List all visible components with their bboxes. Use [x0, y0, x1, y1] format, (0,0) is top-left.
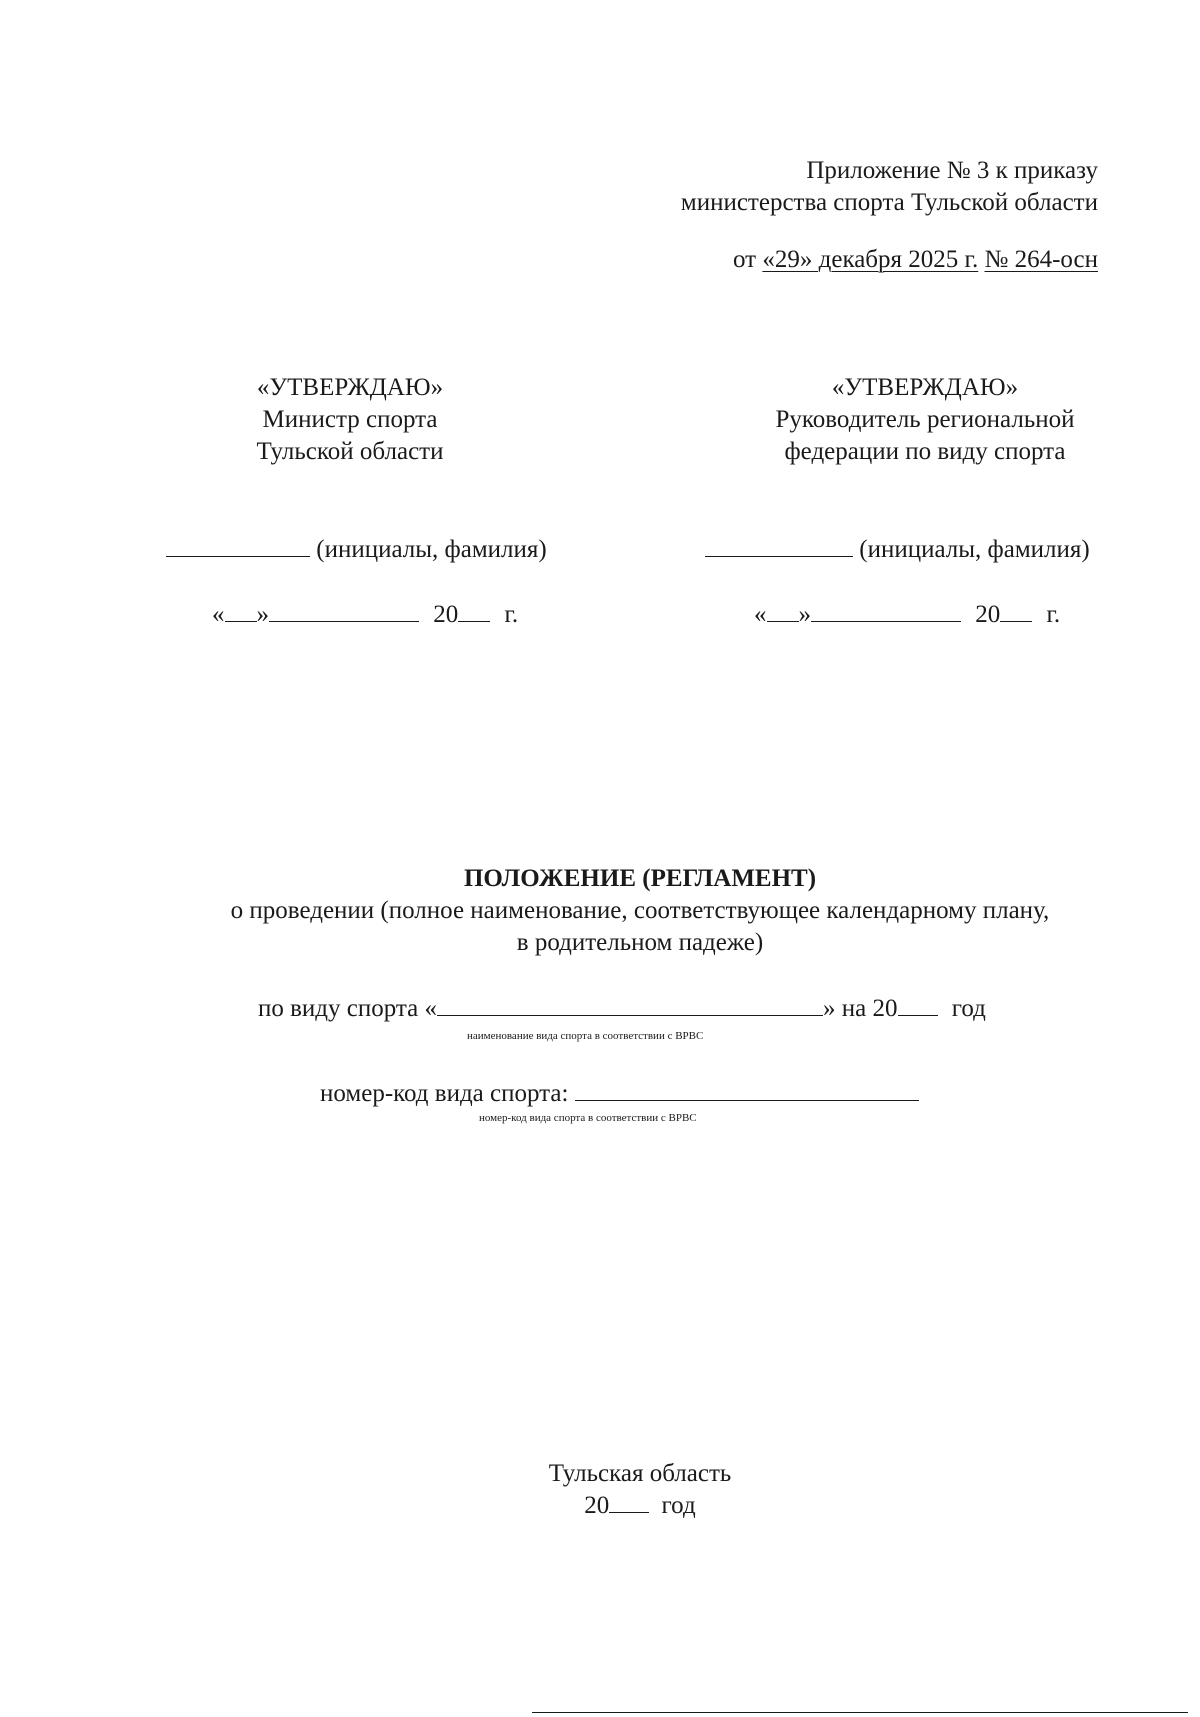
sport-prefix: по виду спорта «	[258, 995, 438, 1022]
date-open-quote-right: «	[754, 601, 767, 628]
year-prefix-left: 20	[433, 601, 459, 628]
sport-name-caption: наименование вида спорта в соответствии с ВРВС	[467, 1030, 704, 1042]
approval-block-right	[725, 372, 1125, 468]
year-blank-right	[1000, 620, 1032, 622]
approval-position-left: Министр спорта	[262, 406, 438, 433]
footer-block	[0, 1458, 1200, 1522]
approval-organization-right: федерации по виду спорта	[784, 438, 1066, 465]
signature-hint-right: (инициалы, фамилия)	[859, 536, 1090, 563]
approval-date-left	[212, 601, 518, 629]
signature-line-left	[166, 536, 547, 564]
signature-blank-left	[166, 555, 310, 557]
date-open-quote-left: «	[212, 601, 225, 628]
month-blank-left	[269, 620, 419, 622]
sport-year-word: год	[951, 995, 986, 1022]
signature-line-right	[705, 536, 1090, 564]
sport-code-caption: номер-код вида спорта в соответствии с ВРВС	[479, 1112, 697, 1124]
order-date: «29» декабря 2025 г.	[762, 246, 979, 273]
year-suffix-left: г.	[504, 601, 519, 628]
approval-organization-left: Тульской области	[256, 438, 444, 465]
sport-name-blank	[437, 1014, 823, 1016]
order-reference	[681, 244, 1098, 276]
signature-blank-right	[705, 555, 853, 557]
sport-line	[258, 995, 986, 1023]
sport-code-blank	[575, 1099, 919, 1101]
sport-code-line	[320, 1080, 919, 1108]
approval-date-right	[754, 601, 1060, 629]
document-title: ПОЛОЖЕНИЕ (РЕГЛАМЕНТ)	[463, 865, 817, 892]
day-blank-left	[225, 620, 257, 622]
order-prefix: от	[733, 246, 757, 273]
document-title-block	[0, 863, 1200, 959]
footer-year	[0, 1490, 1200, 1522]
approval-title-right: «УТВЕРЖДАЮ»	[831, 374, 1019, 401]
appendix-header	[681, 155, 1098, 276]
year-prefix-right: 20	[975, 601, 1001, 628]
sport-suffix: » на 20	[823, 995, 898, 1022]
date-close-quote-right: »	[798, 601, 811, 628]
order-number: № 264-осн	[984, 246, 1098, 273]
appendix-line-1: Приложение № 3 к приказу	[806, 157, 1098, 184]
document-subtitle-line-1: о проведении (полное наименование, соответствующее календарному плану,	[230, 897, 1050, 924]
approval-block-left	[150, 372, 550, 468]
document-subtitle-line-2: в родительном падеже)	[516, 929, 764, 956]
sport-code-label: номер-код вида спорта:	[320, 1080, 569, 1107]
appendix-line-2: министерства спорта Тульской области	[680, 189, 1098, 216]
month-blank-right	[811, 620, 961, 622]
date-close-quote-left: »	[256, 601, 269, 628]
year-blank-left	[458, 620, 490, 622]
bottom-rule	[532, 1712, 1188, 1713]
footer-year-prefix: 20	[584, 1492, 610, 1519]
footer-year-word: год	[661, 1492, 696, 1519]
footer-year-blank	[609, 1511, 649, 1513]
approval-title-left: «УТВЕРЖДАЮ»	[256, 374, 444, 401]
day-blank-right	[767, 620, 799, 622]
approval-position-right: Руководитель региональной	[775, 406, 1075, 433]
footer-place: Тульская область	[548, 1460, 732, 1487]
signature-hint-left: (инициалы, фамилия)	[316, 536, 547, 563]
year-suffix-right: г.	[1046, 601, 1061, 628]
sport-year-blank	[898, 1014, 938, 1016]
